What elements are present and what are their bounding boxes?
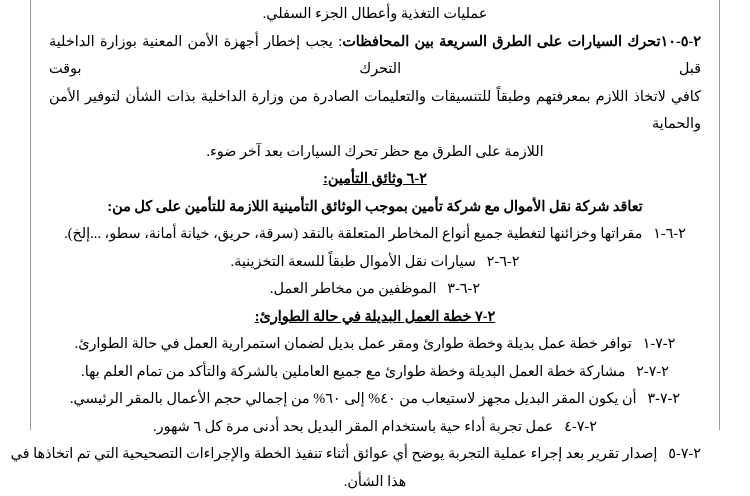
clause-2-7-2-text: مشاركة خطة العمل البديلة وخطة طوارئ مع جميع العاملين بالشركة والتأكد من تمام العلم بها. <box>81 364 625 380</box>
clause-2-7-5-number: ٢-٧-٥ <box>668 446 701 462</box>
clause-2-7-3-text: أن يكون المقر البديل مجهز لاستيعاب من ٤٠% إلى ٦٠% من إجمالي حجم الأعمال بالمقر الرئيسي. <box>70 391 637 407</box>
clause-2-6-2-number: ٢-٦-٢ <box>487 254 520 270</box>
clause-2-7-5-text: إصدار تقرير بعد إجراء عملية التجربة يوضح أي عوائق أثناء تنفيذ الخطة والإجراءات التصحيحية التي تم اتخاذها في <box>11 446 658 462</box>
clause-2-7-4-text: عمل تجربة أداء حية باستخدام المقر البديل بحد أدنى مرة كل ٦ شهور. <box>153 419 553 435</box>
clause-2-5-10-line-3-text: اللازمة على الطرق مع حظر تحرك السيارات بعد آخر ضوء. <box>206 144 543 160</box>
heading-2-6-number: ٢-٦ <box>407 171 427 187</box>
right-margin-rule <box>719 0 720 430</box>
continuation-text: عمليات التغذية وأعطال الجزء السفلي. <box>263 6 488 22</box>
heading-2-7 <box>49 304 701 332</box>
clause-2-6-1-text: مقراتها وخزائنها لتغطية جميع أنواع المخاطر المتعلقة بالنقد (سرقة، حريق، خيانة أمانة، سطو، ...إلخ). <box>64 226 642 242</box>
heading-2-6-text: وثائق التأمين: <box>323 171 403 187</box>
clause-2-6-3-text: الموظفين من مخاطر العمل. <box>270 281 437 297</box>
clause-2-7-3 <box>49 386 701 414</box>
clause-2-6-1-number: ٢-٦-١ <box>653 226 686 242</box>
clause-2-5-10-rest: : يجب إخطار أجهزة الأمن المعنية بوزارة الداخلية قبل التحرك بوقت <box>49 34 701 78</box>
clause-2-7-1 <box>49 331 701 359</box>
heading-2-6 <box>49 166 701 194</box>
clause-2-5-10-line-3 <box>49 139 701 167</box>
subhead-2-6 <box>49 194 701 222</box>
clause-2-5-10-number: ٢-٥-١٠ <box>660 34 701 50</box>
clause-2-6-3-number: ٢-٦-٣ <box>447 281 480 297</box>
clause-2-7-4 <box>49 414 701 442</box>
clause-2-6-1 <box>49 221 701 249</box>
paragraph-continuation-top <box>49 1 701 29</box>
clause-2-6-2 <box>49 249 701 277</box>
clause-2-7-5-line-1 <box>49 441 701 469</box>
clause-2-7-2-number: ٢-٧-٢ <box>636 364 669 380</box>
clause-2-7-5-line-2 <box>49 469 701 496</box>
clause-2-5-10-lead: تحرك السيارات على الطرق السريعة بين المحافظات <box>342 34 660 50</box>
clause-2-7-3-number: ٢-٧-٣ <box>647 391 680 407</box>
clause-2-7-5-line-2-text: هذا الشأن. <box>344 474 407 490</box>
clause-2-5-10-line-2 <box>49 84 701 139</box>
heading-2-7-text: خطة العمل البديلة في حالة الطوارئ: <box>255 309 472 325</box>
clause-2-6-2-text: سيارات نقل الأموال طبقاً للسعة التخزينية. <box>231 254 476 270</box>
clause-2-6-3 <box>49 276 701 304</box>
document-body <box>31 0 719 430</box>
clause-2-7-4-number: ٢-٧-٤ <box>564 419 597 435</box>
clause-2-5-10-line-1 <box>49 29 701 84</box>
clause-2-7-2 <box>49 359 701 387</box>
subhead-2-6-text: تعاقد شركة نقل الأموال مع شركة تأمين بموجب الوثائق التأمينية اللازمة للتأمين على كل من: <box>107 199 642 215</box>
heading-2-7-number: ٢-٧ <box>475 309 495 325</box>
clause-2-7-1-number: ٢-٧-١ <box>643 336 676 352</box>
clause-2-5-10-line-2-text: كافي لاتخاذ اللازم بمعرفتهم وطبقاً للتنسيقات والتعليمات الصادرة من وزارة الداخلية بذات الشأن لتوفير الأمن والحماية <box>49 89 701 133</box>
clause-2-7-1-text: توافر خطة عمل بديلة وخطة طوارئ ومقر عمل بديل لضمان استمرارية العمل في حالة الطوارئ. <box>75 336 632 352</box>
